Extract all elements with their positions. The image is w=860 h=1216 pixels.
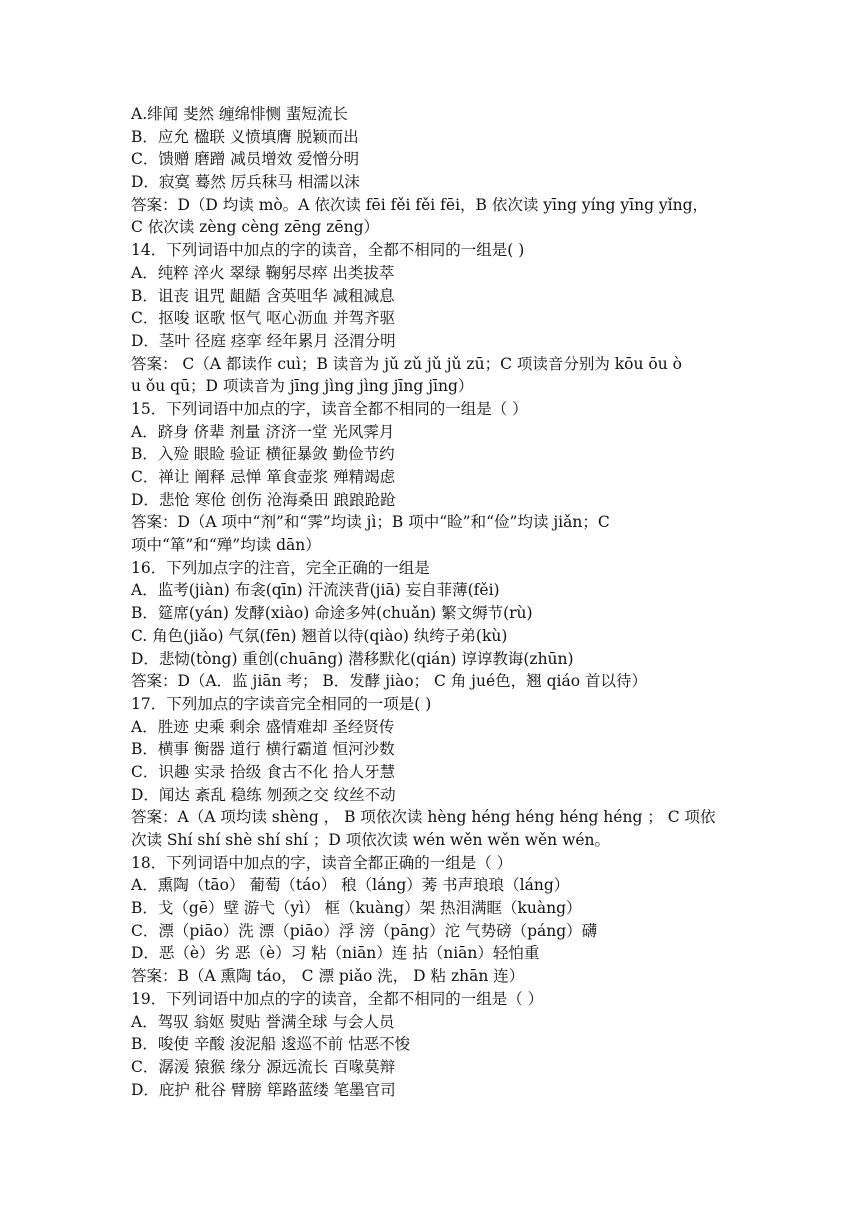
answer-line: 答案： C（A 都读作 cuì；B 读音为 jǔ zǔ jǔ jǔ zū；C 项读音分别为 kōu ōu ò bbox=[131, 354, 682, 373]
text-line: A．纯粹 淬火 翠绿 鞠躬尽瘁 出类拔萃 bbox=[131, 263, 395, 282]
text-line: C．潺湲 猿猴 缘分 源远流长 百喙莫辩 bbox=[131, 1057, 396, 1076]
text-line: D．恶（è）劣 恶（è）习 粘（niān）连 拈（niān）轻怕重 bbox=[131, 944, 540, 963]
question-line: 16．下列加点字的注音，完全正确的一组是 bbox=[131, 558, 430, 577]
text-line: D．庇护 秕谷 臂膀 筚路蓝缕 笔墨官司 bbox=[131, 1080, 396, 1099]
text-line: D．悲恸(tòng) 重创(chuāng) 潜移默化(qián) 谆谆教诲(zhūn) bbox=[131, 649, 574, 668]
text-line: C．抠唆 讴歌 怄气 呕心沥血 并驾齐驱 bbox=[131, 309, 396, 328]
document-body bbox=[131, 103, 743, 1101]
answer-line: 答案：B（A 熏陶 táo， C 漂 piǎo 洗， D 粘 zhān 连） bbox=[131, 967, 525, 986]
answer-line: 项中“箪”和“殚”均读 dān） bbox=[131, 536, 321, 555]
text-line: D．茎叶 径庭 痉挛 经年累月 泾渭分明 bbox=[131, 331, 396, 350]
text-line: C. 角色(jiǎo) 气氛(fēn) 翘首以待(qiào) 纨绔子弟(kù) bbox=[131, 626, 508, 645]
text-line: A．跻身 侪辈 剂量 济济一堂 光风霁月 bbox=[131, 422, 395, 441]
text-line: A．熏陶（tāo） 葡萄（táo） 稂（láng）莠 书声琅琅（láng） bbox=[131, 876, 570, 895]
text-line: B．应允 楹联 义愤填膺 脱颖而出 bbox=[131, 127, 359, 146]
text-line: A.绯闻 斐然 缠绵悱恻 蜚短流长 bbox=[131, 105, 348, 123]
answer-line: u ǒu qū；D 项读音为 jīng jìng jìng jīng jīng） bbox=[131, 377, 474, 396]
text-line: D．悲怆 寒伧 创伤 沧海桑田 踉踉跄跄 bbox=[131, 490, 396, 509]
answer-line: 答案：D（D 均读 mò。A 依次读 fēi fěi fěi fēi，B 依次读 yīng yíng yīng yǐng， bbox=[131, 195, 709, 214]
text-line: C．禅让 阐释 忌惮 箪食壶浆 殚精竭虑 bbox=[131, 468, 396, 486]
text-line: B．入殓 眼睑 验证 横征暴敛 勤俭节约 bbox=[131, 445, 395, 464]
text-line: A．监考(jiàn) 布衾(qīn) 汗流浃背(jiā) 妄自菲薄(fěi) bbox=[131, 581, 500, 600]
question-line: 19．下列词语中加点的字的读音，全都不相同的一组是（ ） bbox=[131, 989, 544, 1008]
text-line: B．诅丧 诅咒 龃龉 含英咀华 减租减息 bbox=[131, 286, 395, 305]
text-line: C．识趣 实录 拾级 食古不化 拾人牙慧 bbox=[131, 762, 396, 781]
text-line: B．筵席(yán) 发酵(xiào) 命途多舛(chuǎn) 繁文缛节(rù) bbox=[131, 604, 533, 623]
answer-line: 次读 Shí shí shè shí shí ；D 项依次读 wén wěn wěn wěn wén。 bbox=[131, 831, 611, 849]
answer-line: C 依次读 zèng cèng zēng zēng） bbox=[131, 218, 379, 237]
question-line: 18．下列词语中加点的字，读音全都正确的一组是（ ） bbox=[131, 853, 513, 872]
text-line: B．唆使 辛酸 浚泥船 逡巡不前 怙恶不悛 bbox=[131, 1035, 411, 1054]
text-line: B．戈（gē）壁 游弋（yì） 框（kuàng）架 热泪满眶（kuàng） bbox=[131, 899, 582, 918]
text-line: C．馈赠 磨蹭 减员增效 爱憎分明 bbox=[131, 150, 360, 169]
text-line: A．驾驭 翁妪 熨贴 誉满全球 与会人员 bbox=[131, 1012, 395, 1031]
answer-line: 答案：A（A 项均读 shèng ， B 项依次读 hèng héng héng héng héng ； C 项依 bbox=[131, 808, 716, 827]
question-line: 14．下列词语中加点的字的读音，全都不相同的一组是( ) bbox=[131, 241, 525, 260]
text-line: C．漂（piāo）洗 漂（piāo）浮 滂（pāng）沱 气势磅（páng）礴 bbox=[131, 921, 598, 940]
text-line: D．寂寞 蓦然 厉兵秣马 相濡以沫 bbox=[131, 173, 360, 192]
text-line: A．胜迹 史乘 剩余 盛情难却 圣经贤传 bbox=[131, 717, 395, 736]
answer-line: 答案：D（A 项中“剂”和“霁”均读 jì；B 项中“睑”和“俭”均读 jiǎn；C bbox=[131, 513, 610, 532]
text-line: D．闻达 紊乱 稳练 刎颈之交 纹丝不动 bbox=[131, 785, 396, 804]
question-line: 17．下列加点的字读音完全相同的一项是( ) bbox=[131, 694, 432, 713]
question-line: 15．下列词语中加点的字，读音全都不相同的一组是（ ） bbox=[131, 399, 528, 418]
answer-line: 答案：D（A．监 jiān 考； B．发酵 jiào； C 角 jué色，翘 qiáo 首以待） bbox=[131, 672, 647, 691]
text-line: B．横事 衡器 道行 横行霸道 恒河沙数 bbox=[131, 740, 395, 759]
